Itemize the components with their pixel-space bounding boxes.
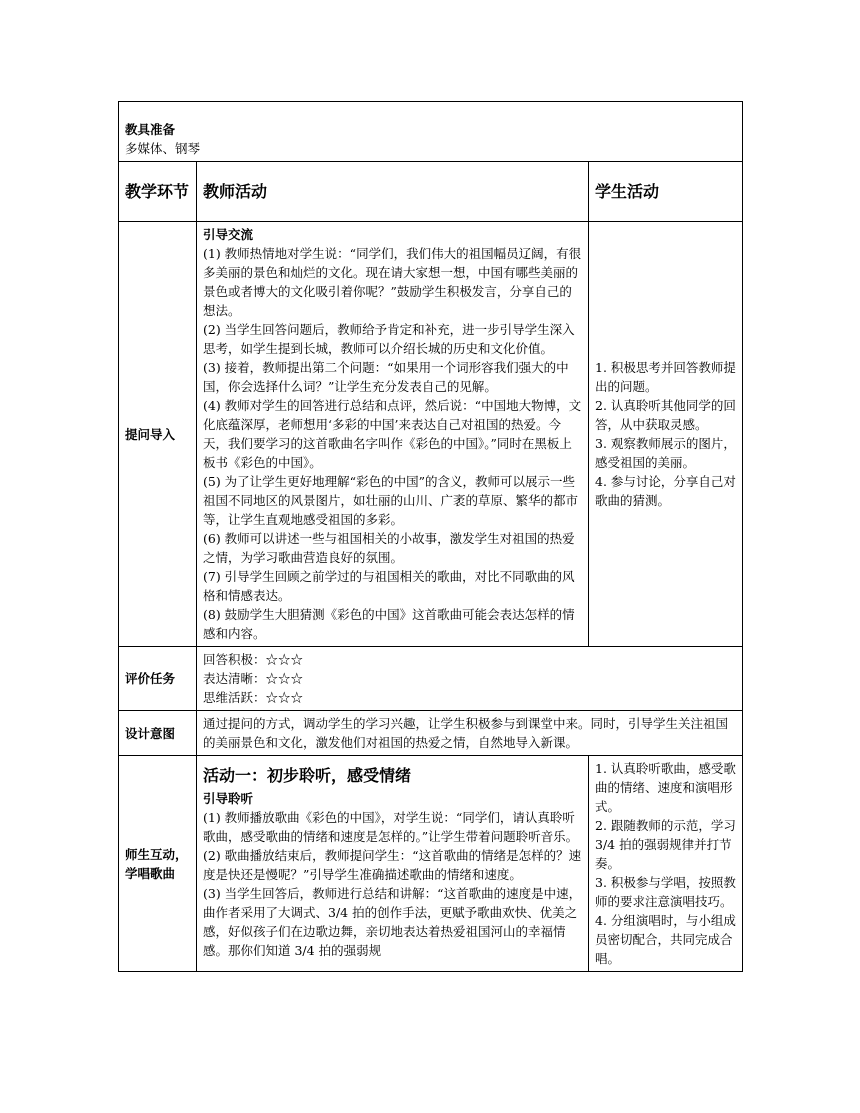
section-intro-row	[119, 222, 743, 647]
evaluation-content	[197, 647, 743, 711]
section-intro-student	[589, 222, 743, 647]
teacher-step: (6) 教师可以讲述一些与祖国相关的小故事，激发学生对祖国的热爱之情，为学习歌曲营造良好的氛围。	[203, 531, 575, 565]
prep-row	[119, 102, 743, 162]
section-intro-teacher	[197, 222, 589, 647]
teacher-step: (7) 引导学生回顾之前学过的与祖国相关的歌曲，对比不同歌曲的风格和情感表达。	[203, 569, 575, 603]
section-intro-label: 提问导入	[119, 222, 197, 647]
activity-title: 活动一：初步聆听，感受情绪	[203, 766, 412, 785]
lesson-plan-table	[118, 101, 743, 972]
student-item: 2. 认真聆听其他同学的回答，从中获取灵感。	[595, 398, 736, 432]
design-row	[119, 711, 743, 756]
prep-cell	[119, 102, 743, 162]
section-intro-subtitle: 引导交流	[203, 227, 254, 242]
section-interact-row	[119, 756, 743, 972]
design-content: 通过提问的方式，调动学生的学习兴趣，让学生积极参与到课堂中来。同时，引导学生关注祖国的美丽景色和文化，激发他们对祖国的热爱之情，自然地导入新课。	[197, 711, 743, 756]
header-teacher: 教师活动	[197, 162, 589, 222]
student-item: 4. 分组演唱时，与小组成员密切配合，共同完成合唱。	[595, 913, 736, 966]
teacher-step: (1) 教师热情地对学生说：“同学们，我们伟大的祖国幅员辽阔，有很多美丽的景色和灿烂的文化。现在请大家想一想，中国有哪些美丽的景色或者博大的文化吸引着你呢？”鼓励学生积极发言，分享自己的想法。	[203, 246, 582, 318]
teacher-step: (2) 当学生回答问题后，教师给予肯定和补充，进一步引导学生深入思考，如学生提到长城，教师可以介绍长城的历史和文化价值。	[203, 322, 575, 356]
section-interact-student	[589, 756, 743, 972]
evaluation-label: 评价任务	[119, 647, 197, 711]
evaluation-item: 思维活跃：☆☆☆	[203, 690, 304, 705]
student-item: 2. 跟随教师的示范，学习 3/4 拍的强弱规律并打节奏。	[595, 818, 736, 871]
teacher-step: (5) 为了让学生更好地理解“彩色的中国”的含义，教师可以展示一些祖国不同地区的风景图片，如壮丽的山川、广袤的草原、繁华的都市等，让学生直观地感受祖国的多彩。	[203, 474, 579, 527]
header-student: 学生活动	[589, 162, 743, 222]
section-interact-subtitle: 引导聆听	[203, 791, 254, 806]
student-item: 1. 积极思考并回答教师提出的问题。	[595, 360, 736, 394]
teacher-step: (4) 教师对学生的回答进行总结和点评，然后说：“中国地大物博，文化底蕴深厚，老师想用‘多彩的中国’来表达自己对祖国的热爱。今天，我们要学习的这首歌曲名字叫作《彩色的中国》。”同时在黑板上板书《彩色的中国》。	[203, 398, 582, 470]
prep-content: 多媒体、钢琴	[125, 141, 201, 156]
student-item: 1. 认真聆听歌曲，感受歌曲的情绪、速度和演唱形式。	[595, 761, 736, 814]
teacher-step: (8) 鼓励学生大胆猜测《彩色的中国》这首歌曲可能会表达怎样的情感和内容。	[203, 607, 575, 641]
section-interact-label: 师生互动，学唱歌曲	[119, 756, 197, 972]
design-label: 设计意图	[119, 711, 197, 756]
teacher-step: (3) 当学生回答后，教师进行总结和讲解：“这首歌曲的速度是中速，曲作者采用了大调式、3/4 拍的创作手法，更赋予歌曲欢快、优美之感，好似孩子们在边歌边舞，亲切地表达着热爱祖国河山的幸福情感。那你们知道 3/4 拍的强弱规	[203, 886, 582, 958]
header-stage: 教学环节	[119, 162, 197, 222]
student-item: 3. 观察教师展示的图片，感受祖国的美丽。	[595, 436, 736, 470]
header-row	[119, 162, 743, 222]
evaluation-item: 表达清晰：☆☆☆	[203, 671, 304, 686]
evaluation-item: 回答积极：☆☆☆	[203, 652, 304, 667]
evaluation-row	[119, 647, 743, 711]
section-interact-teacher	[197, 756, 589, 972]
student-item: 3. 积极参与学唱，按照教师的要求注意演唱技巧。	[595, 875, 736, 909]
prep-title: 教具准备	[125, 122, 176, 137]
teacher-step: (3) 接着，教师提出第二个问题：“如果用一个词形容我们强大的中国，你会选择什么词？”让学生充分发表自己的见解。	[203, 360, 569, 394]
teacher-step: (1) 教师播放歌曲《彩色的中国》，对学生说：“同学们，请认真聆听歌曲，感受歌曲的情绪和速度是怎样的。”让学生带着问题聆听音乐。	[203, 810, 579, 844]
student-item: 4. 参与讨论，分享自己对歌曲的猜测。	[595, 474, 736, 508]
teacher-step: (2) 歌曲播放结束后，教师提问学生：“这首歌曲的情绪是怎样的？速度是快还是慢呢？”引导学生准确描述歌曲的情绪和速度。	[203, 848, 582, 882]
